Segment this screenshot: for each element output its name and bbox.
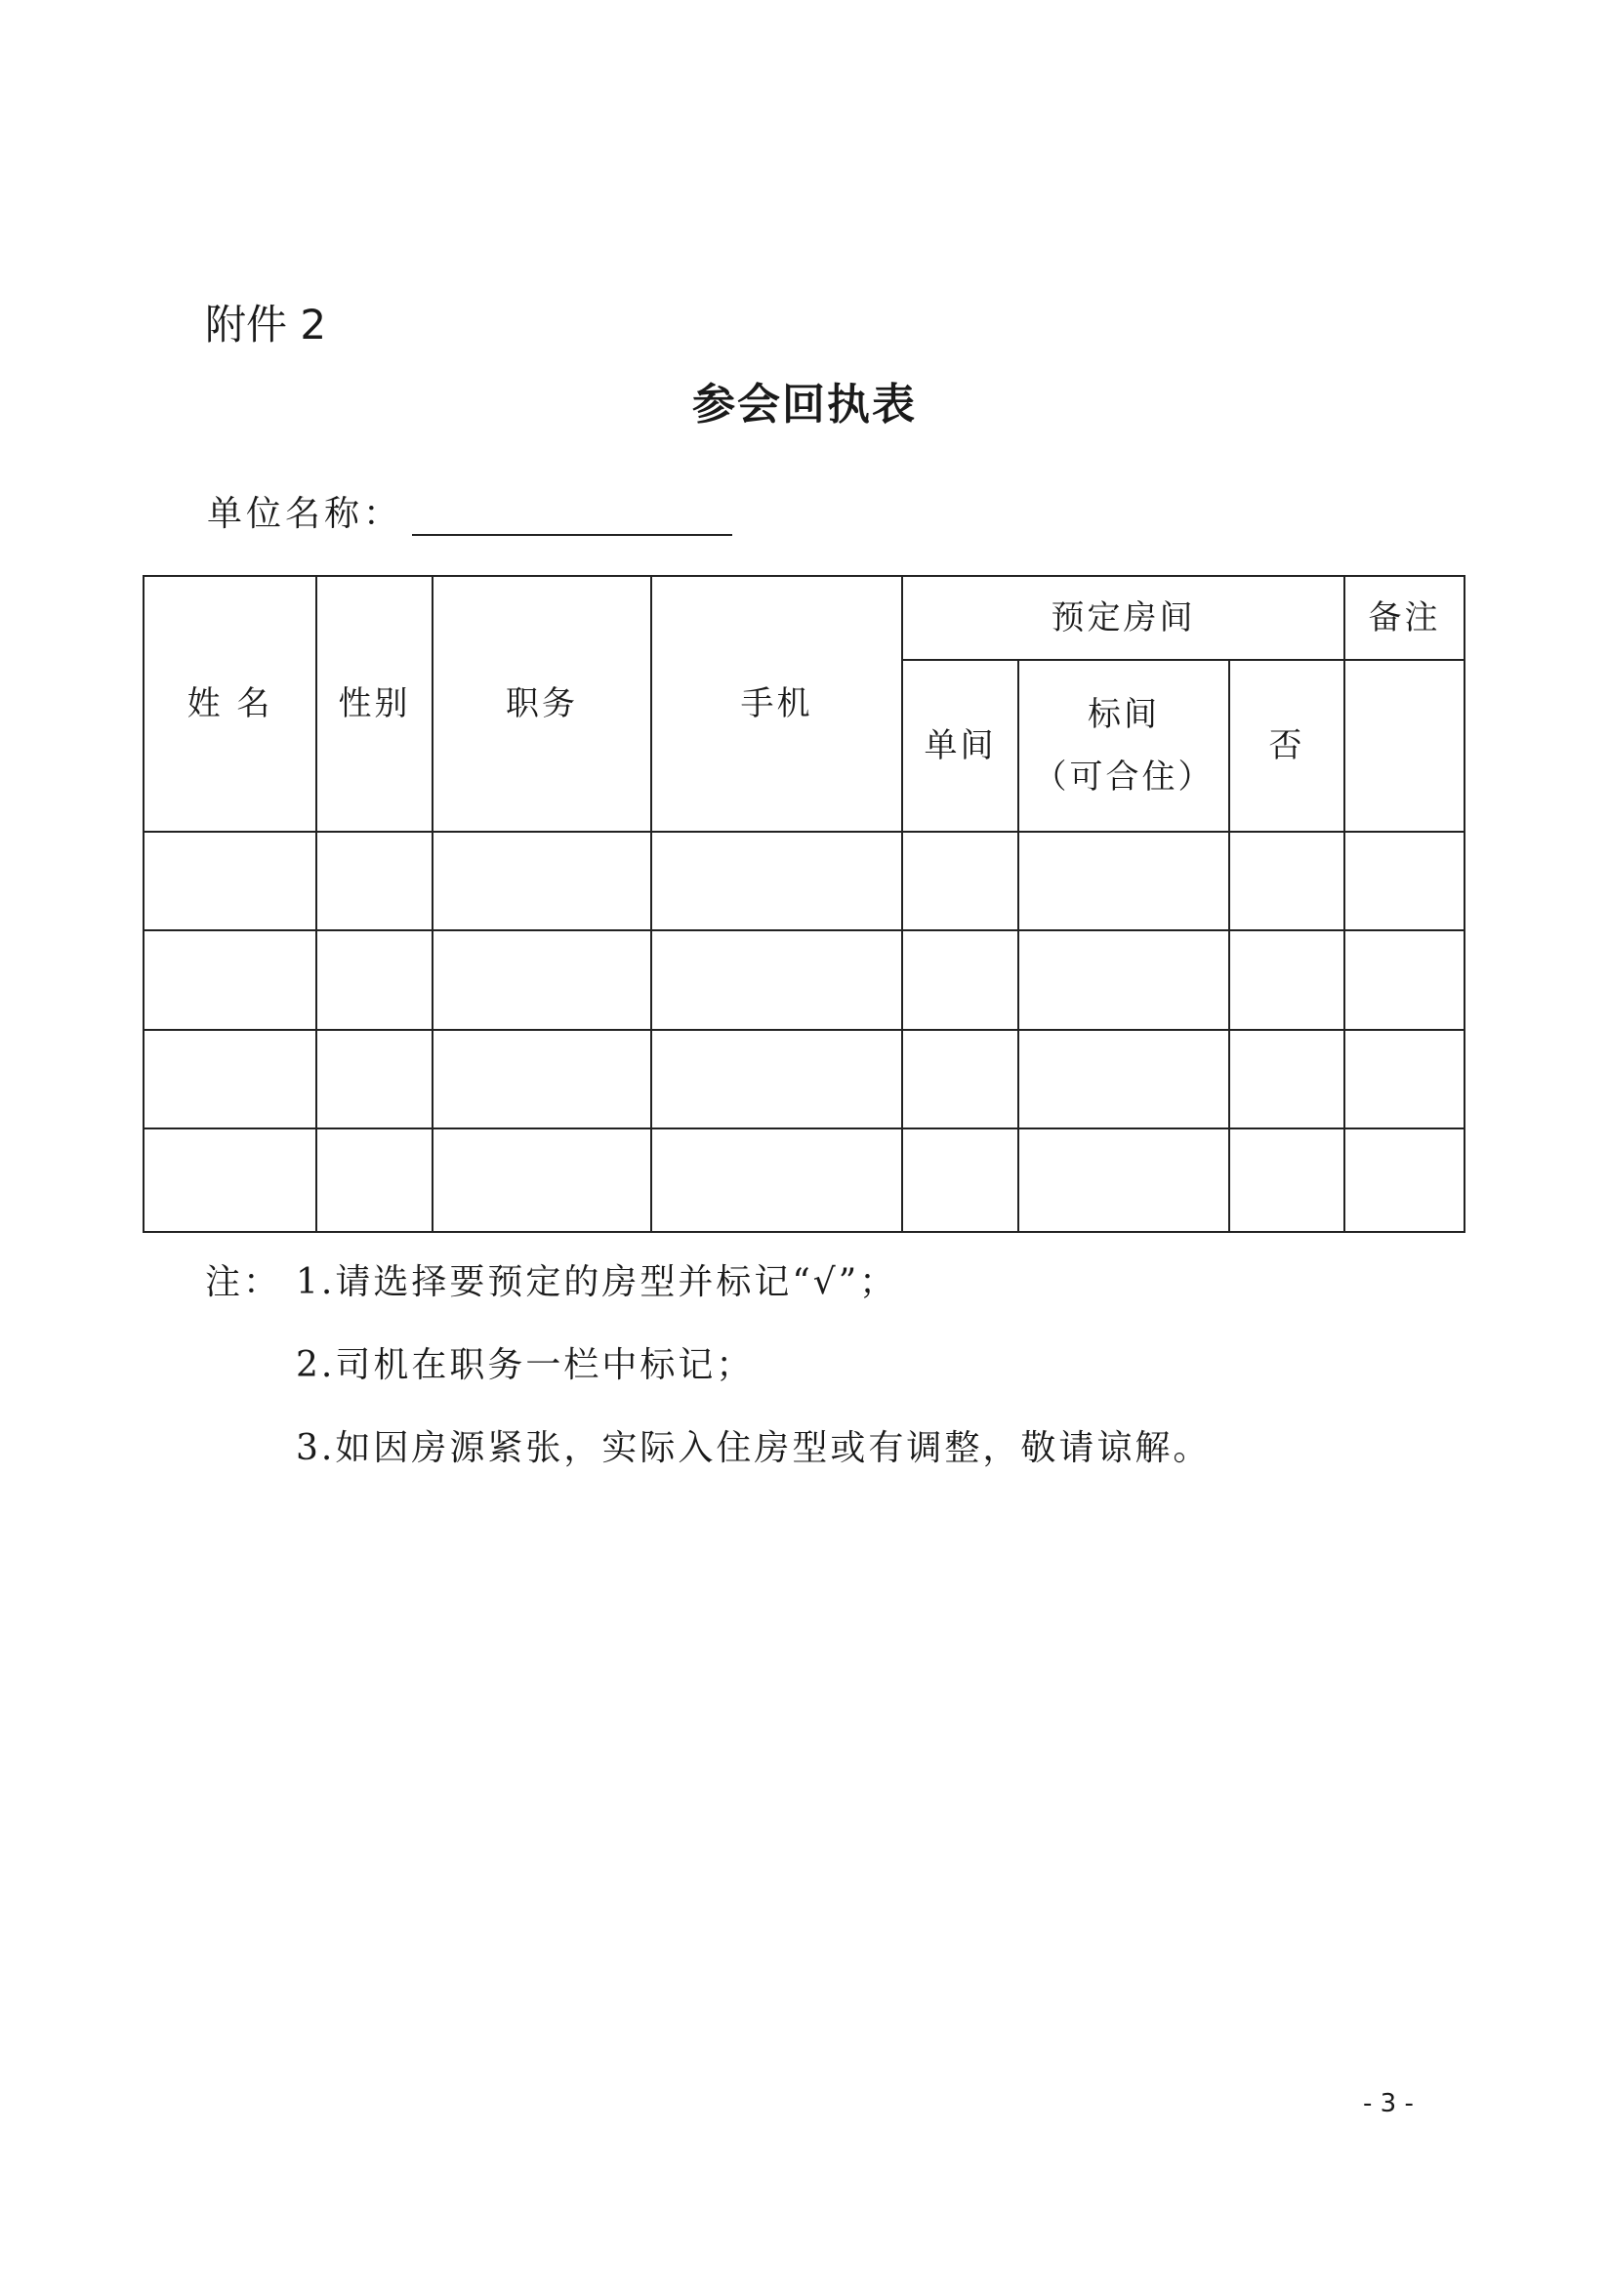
phone-input-cell[interactable]	[651, 1030, 902, 1128]
standard-room-note: （可合住）	[1033, 758, 1215, 797]
remarks-input-cell[interactable]	[1344, 832, 1465, 930]
single-room-input-cell[interactable]	[902, 930, 1018, 1030]
gender-input-cell[interactable]	[316, 1030, 433, 1128]
header-name: 姓 名	[144, 576, 316, 832]
header-single-room: 单间	[902, 660, 1018, 832]
unit-name-row	[207, 486, 732, 536]
unit-name-label: 单位名称：	[207, 494, 403, 534]
remarks-input-cell[interactable]	[1344, 930, 1465, 1030]
position-input-cell[interactable]	[433, 1128, 651, 1232]
note-item: 2.司机在职务一栏中标记；	[296, 1345, 755, 1385]
name-input-cell[interactable]	[144, 1128, 316, 1232]
header-remarks: 备注	[1344, 576, 1465, 660]
header-no: 否	[1229, 660, 1344, 832]
standard-room-input-cell[interactable]	[1018, 832, 1229, 930]
no-input-cell[interactable]	[1229, 1030, 1344, 1128]
name-input-cell[interactable]	[144, 832, 316, 930]
name-input-cell[interactable]	[144, 1030, 316, 1128]
phone-input-cell[interactable]	[651, 832, 902, 930]
name-input-cell[interactable]	[144, 930, 316, 1030]
header-room-booking: 预定房间	[902, 576, 1344, 660]
gender-input-cell[interactable]	[316, 930, 433, 1030]
header-standard-room	[1018, 660, 1229, 832]
single-room-input-cell[interactable]	[902, 1030, 1018, 1128]
gender-input-cell[interactable]	[316, 1128, 433, 1232]
no-input-cell[interactable]	[1229, 930, 1344, 1030]
position-input-cell[interactable]	[433, 930, 651, 1030]
table-row	[144, 832, 1465, 930]
table-row	[144, 1128, 1465, 1232]
document-title: 参会回执表	[692, 380, 917, 430]
standard-room-label: 标间	[1088, 694, 1160, 734]
standard-room-input-cell[interactable]	[1018, 1030, 1229, 1128]
remarks-input-cell[interactable]	[1344, 1030, 1465, 1128]
no-input-cell[interactable]	[1229, 1128, 1344, 1232]
table-row	[144, 1030, 1465, 1128]
notes-label: 注：	[205, 1262, 282, 1302]
single-room-input-cell[interactable]	[902, 832, 1018, 930]
header-position: 职务	[433, 576, 651, 832]
unit-name-blank-line	[412, 489, 732, 536]
gender-input-cell[interactable]	[316, 832, 433, 930]
note-item: 3.如因房源紧张，实际入住房型或有调整，敬请谅解。	[296, 1428, 1212, 1468]
phone-input-cell[interactable]	[651, 930, 902, 1030]
attachment-label: 附件 2	[205, 301, 327, 348]
table-row	[144, 930, 1465, 1030]
no-input-cell[interactable]	[1229, 832, 1344, 930]
header-gender: 性别	[316, 576, 433, 832]
note-item: 1.请选择要预定的房型并标记“√”；	[296, 1262, 898, 1302]
remarks-input-cell[interactable]	[1344, 1128, 1465, 1232]
single-room-input-cell[interactable]	[902, 1128, 1018, 1232]
phone-input-cell[interactable]	[651, 1128, 902, 1232]
standard-room-input-cell[interactable]	[1018, 930, 1229, 1030]
position-input-cell[interactable]	[433, 1030, 651, 1128]
page-number: - 3 -	[1363, 2089, 1414, 2118]
standard-room-input-cell[interactable]	[1018, 1128, 1229, 1232]
header-phone: 手机	[651, 576, 902, 832]
position-input-cell[interactable]	[433, 832, 651, 930]
receipt-form-table	[143, 575, 1465, 1233]
remarks-blank-cell	[1344, 660, 1465, 832]
